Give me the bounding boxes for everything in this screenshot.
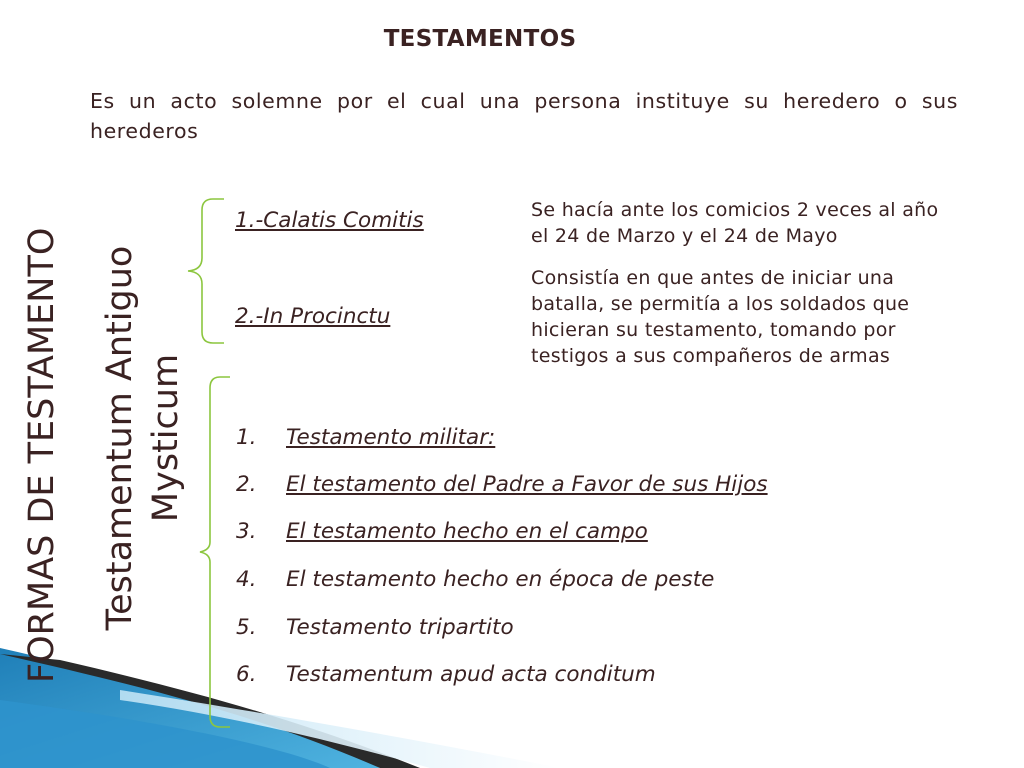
antiguo-item-in-procinctu[interactable]: 2.-In Procinctu: [235, 304, 391, 329]
vertical-heading-line-2: Mysticum: [146, 353, 186, 523]
definition-text: Es un acto solemne por el cual una persona instituye su heredero o sus herederos: [90, 89, 958, 143]
antiguo-item-calatis-comitis[interactable]: 1.-Calatis Comitis: [235, 208, 424, 233]
mysticum-item-3[interactable]: 3. El testamento hecho en el campo: [236, 519, 648, 544]
note-line: Consistía en que antes de iniciar una: [531, 267, 895, 289]
note-calatis-comitis: [531, 197, 938, 249]
note-line: batalla, se permitía a los soldados que: [531, 293, 910, 315]
brace-antiguo-icon: [180, 196, 230, 346]
brace-mysticum-icon: [196, 374, 236, 730]
vertical-heading-line-1: Testamentum Antiguo: [100, 245, 140, 631]
mysticum-item-2[interactable]: 2. El testamento del Padre a Favor de sus Hijos: [236, 472, 768, 497]
note-line: el 24 de Marzo y el 24 de Mayo: [531, 225, 838, 247]
page-title: TESTAMENTOS: [383, 26, 577, 52]
note-line: testigos a sus compañeros de armas: [531, 345, 891, 367]
mysticum-item-4: 4. El testamento hecho en época de peste: [236, 567, 715, 592]
note-line: hicieran su testamento, tomando por: [531, 319, 896, 341]
mysticum-item-6: 6. Testamentum apud acta conditum: [236, 662, 656, 687]
mysticum-item-5: 5. Testamento tripartito: [236, 615, 514, 640]
vertical-heading-mysticum: [97, 214, 189, 662]
note-line: Se hacía ante los comicios 2 veces al año: [531, 199, 939, 221]
vertical-heading-formas: FORMAS DE TESTAMENTO: [22, 227, 62, 683]
mysticum-item-1[interactable]: 1. Testamento militar:: [236, 425, 496, 450]
note-in-procinctu: [531, 265, 909, 369]
